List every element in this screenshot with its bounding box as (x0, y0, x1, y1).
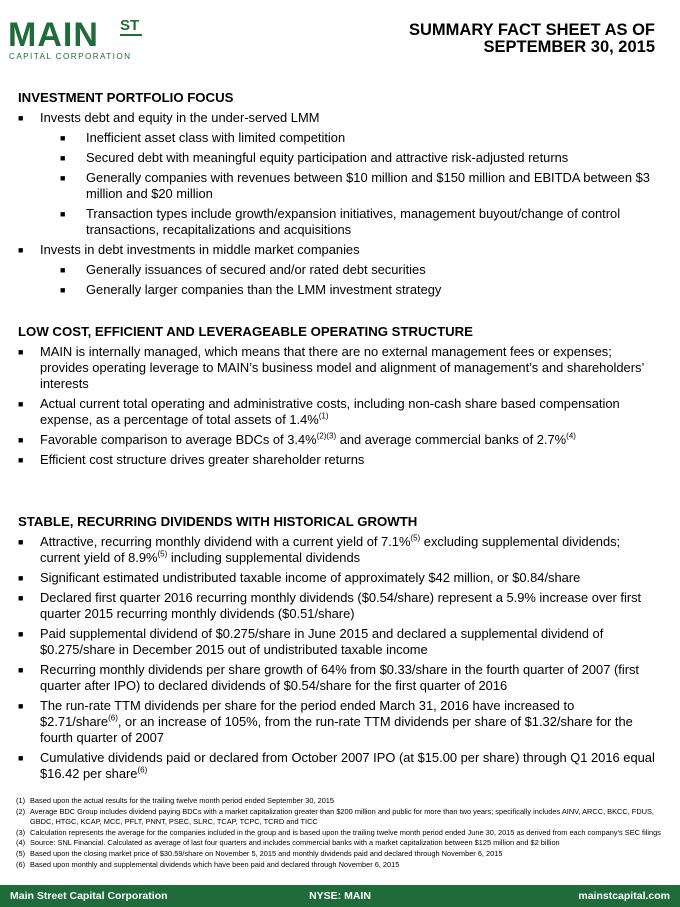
footnote-text: Source: SNL Financial. Calculated as average of last four quarters and includes commercial banks with a market capitalization between $125 million and $2 billion (30, 838, 560, 848)
footnote (16, 807, 670, 828)
footnote-text: Based upon the actual results for the trailing twelve month period ended September 30, 2015 (30, 796, 335, 805)
footnote (16, 860, 670, 871)
footnote (16, 838, 670, 849)
footnote (16, 796, 670, 807)
bullet-text: Invests debt and equity in the under-served LMM (40, 110, 320, 125)
footnote-ref: (1) (318, 411, 329, 421)
sub-list-item: ■ Inefficient asset class with limited competition (18, 130, 658, 146)
list-item: ■ Paid supplemental dividend of $0.275/share in June 2015 and declared a supplemental dividend of $0.275/share in December 2015 out of undistributed taxable income (18, 626, 658, 658)
list-item: ■ Significant estimated undistributed taxable income of approximately $42 million, or $0.84/share (18, 570, 658, 586)
footnote-ref: (4) (566, 431, 576, 441)
footnote-number: (3) (16, 827, 26, 837)
main-content (18, 90, 658, 782)
list-item (18, 242, 658, 298)
logo-st-mark: ST (120, 17, 140, 34)
footer-website: mainstcapital.com (578, 890, 670, 902)
footnote-ref: (6) (108, 713, 118, 723)
bullet-list (18, 110, 658, 298)
section-portfolio-focus (18, 90, 658, 298)
bullet-list (18, 344, 658, 468)
bullet-list (18, 534, 658, 782)
bullet-text: The run-rate TTM dividends per share for the period ended March 31, 2016 have increased to $2.71/share (40, 698, 575, 729)
footnote (16, 828, 670, 839)
footnote-ref: (5) (410, 533, 421, 543)
section-heading: INVESTMENT PORTFOLIO FOCUS (18, 90, 234, 105)
section-heading: STABLE, RECURRING DIVIDENDS WITH HISTORICAL GROWTH (18, 514, 418, 529)
bullet-text: Attractive, recurring monthly dividend with a current yield of 7.1% (40, 534, 411, 549)
bullet-text: Actual current total operating and administrative costs, including non-cash share based compensation expense, as a percentage of total assets of 1.4% (40, 396, 620, 427)
footnote-number: (2) (16, 806, 26, 816)
page-title-line-2: SEPTEMBER 30, 2015 (483, 38, 655, 56)
list-item (18, 432, 658, 448)
footer-company: Main Street Capital Corporation (10, 890, 168, 902)
list-item: ■ MAIN is internally managed, which means that there are no external management fees or expenses; provides operating leverage to MAIN’s business model and alignment of management’s and shareholders’ interests (18, 344, 658, 392)
footnote-ref: (2)(3) (316, 431, 337, 441)
list-item (18, 110, 658, 238)
bullet-text: excluding supplemental dividends; current yield of 8.9% (40, 534, 621, 565)
list-item (18, 396, 658, 428)
bullet-text: Invests in debt investments in middle market companies (40, 242, 360, 257)
logo-st-underline (120, 34, 142, 36)
section-dividends (18, 514, 658, 782)
sub-bullet-list (18, 262, 658, 298)
list-item (18, 534, 658, 566)
footer-ticker: NYSE: MAIN (309, 890, 371, 902)
sub-list-item: ■ Generally issuances of secured and/or rated debt securities (18, 262, 658, 278)
bullet-text: , or an increase of 105%, from the run-rate TTM dividends per share of $1.32/share for the fourth quarter of 2007 (40, 714, 633, 745)
footnotes (16, 796, 670, 870)
page-title (409, 22, 655, 56)
footnote-ref: (6) (137, 765, 148, 775)
footnote-number: (4) (16, 838, 26, 848)
footnote-text: Average BDC Group includes dividend paying BDCs with a market capitalization greater than $200 million and public for more than two years; specifically includes AINV, ARCC, BKCC, FDUS, GBDC, HTGC, KCAP, MCC, PFLT, PNNT, PSEC, SLRC, TCAP, TCPC, TCRD and TICC (30, 806, 654, 827)
footnote-text: Based upon monthly and supplemental dividends which have been paid and declared through November 6, 2015 (30, 859, 400, 869)
page-footer (0, 885, 680, 907)
list-item (18, 750, 658, 782)
sub-list-item: ■ Generally larger companies than the LMM investment strategy (18, 282, 658, 298)
footnote (16, 849, 670, 860)
company-logo (8, 12, 158, 62)
list-item: ■ Recurring monthly dividends per share growth of 64% from $0.33/share in the fourth quarter of 2007 (first quarter after IPO) to declared dividends of $0.54/share for the first quarter of 2016 (18, 662, 658, 694)
section-operating-structure (18, 324, 658, 468)
list-item (18, 698, 658, 746)
sub-list-item: ■ Transaction types include growth/expansion initiatives, management buyout/change of control transactions, recapitalizations and acquisitions (18, 206, 658, 238)
sub-bullet-list (18, 130, 658, 238)
logo-subtitle: CAPITAL CORPORATION (9, 52, 132, 61)
page-title-line-1: SUMMARY FACT SHEET AS OF (409, 21, 655, 39)
bullet-text: and average commercial banks of 2.7% (336, 432, 567, 447)
list-item: ■ Declared first quarter 2016 recurring monthly dividends ($0.54/share) represent a 5.9% increase over first quarter 2015 recurring monthly dividends ($0.51/share) (18, 590, 658, 622)
list-item: ■ Efficient cost structure drives greater shareholder returns (18, 452, 658, 468)
bullet-text: Favorable comparison to average BDCs of 3.4% (40, 432, 317, 447)
footnote-number: (1) (16, 796, 26, 805)
sub-list-item: ■ Secured debt with meaningful equity participation and attractive risk-adjusted returns (18, 150, 658, 166)
bullet-text: Cumulative dividends paid or declared from October 2007 IPO (at $15.00 per share) through Q1 2016 equal $16.42 per share (40, 750, 655, 781)
sub-list-item: ■ Generally companies with revenues between $10 million and $150 million and EBITDA between $3 million and $20 million (18, 170, 658, 202)
footnote-text: Calculation represents the average for the companies included in the group and is based upon the trailing twelve month period ended June 30, 2015 as derived from each company’s SEC filings (30, 827, 661, 837)
bullet-text: including supplemental dividends (167, 550, 361, 565)
section-heading: LOW COST, EFFICIENT AND LEVERAGEABLE OPERATING STRUCTURE (18, 324, 473, 339)
logo-wordmark: MAIN (8, 16, 99, 54)
footnote-number: (5) (16, 848, 26, 858)
footnote-ref: (5) (157, 549, 168, 559)
footnote-text: Based upon the closing market price of $30.59/share on November 5, 2015 and monthly dividends paid and declared through November 6, 2015 (30, 848, 503, 858)
footnote-number: (6) (16, 859, 26, 869)
